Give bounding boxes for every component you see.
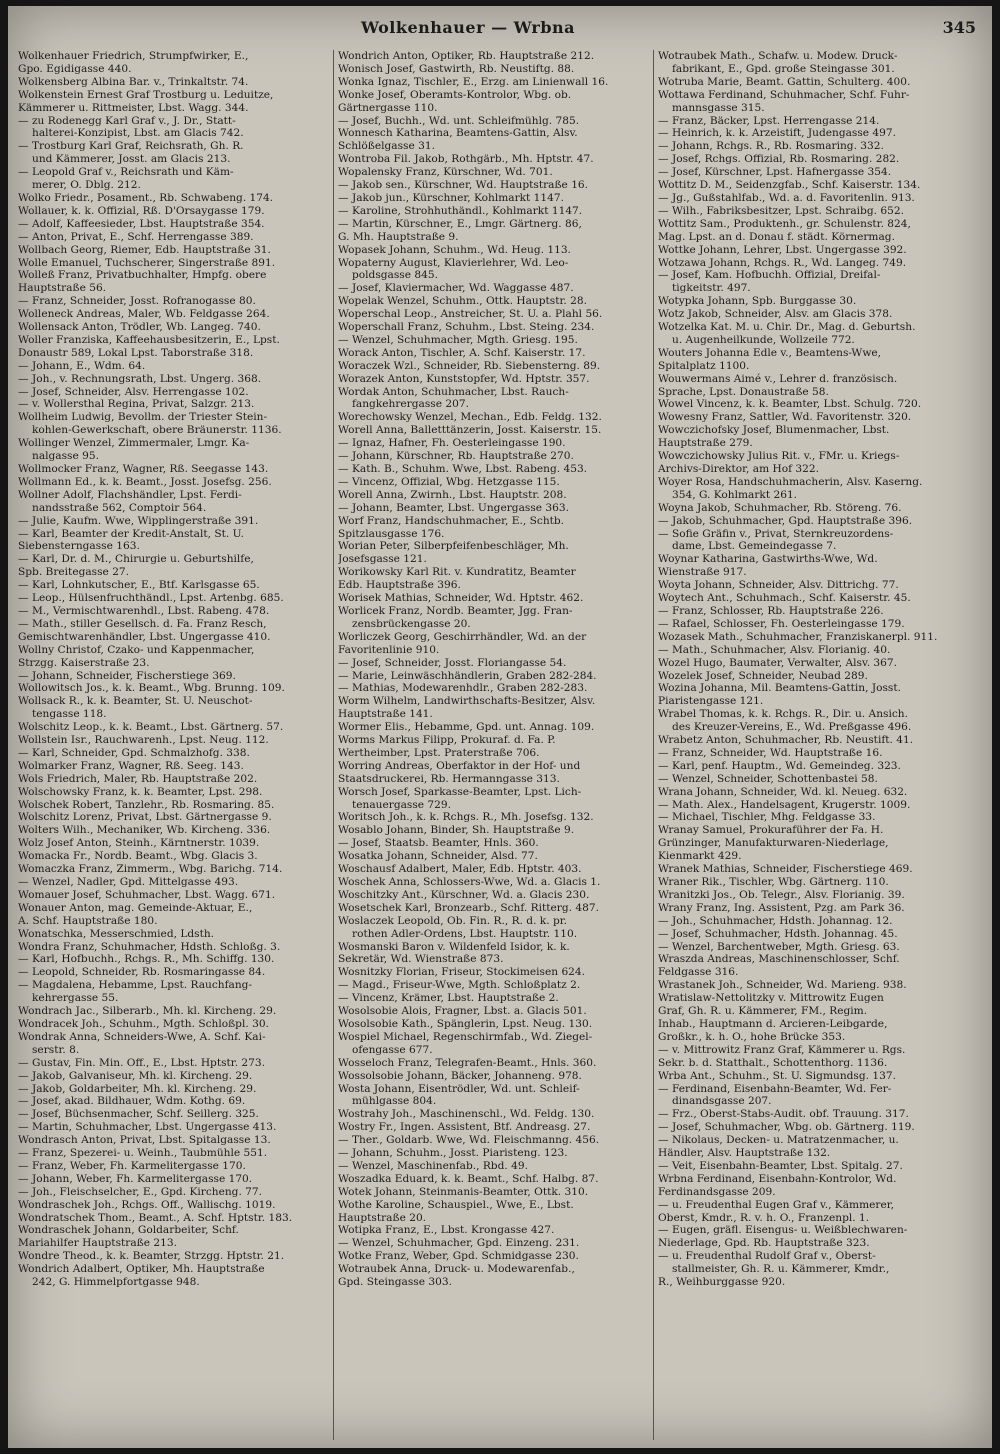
directory-entry-line: ofengasse 677. <box>352 1043 433 1056</box>
directory-entry-line: Wostrahy Joh., Maschinenschl., Wd. Feldg. 130. <box>338 1108 595 1121</box>
directory-entry-line: Sekr. b. d. Statthalt., Schottenthorg. 1136. <box>658 1056 888 1069</box>
directory-entry-line: Wrastanek Joh., Schneider, Wd. Marieng. 938. <box>658 979 907 992</box>
directory-entry-line: — Josef, Staatsb. Beamter, Hnls. 360. <box>338 837 539 850</box>
directory-entry-line: nalgasse 95. <box>32 450 99 463</box>
directory-entry-line: Wolko Friedr., Posament., Rb. Schwabeng. 174. <box>18 191 274 204</box>
directory-entry-line: Wotz Jakob, Schneider, Alsv. am Glacis 378. <box>658 308 893 321</box>
directory-entry-line: Woperschall Franz, Schuhm., Lbst. Steing. 234. <box>338 321 595 334</box>
directory-entry-line: Wonisch Josef, Gastwirth, Rb. Neustiftg. 88. <box>338 62 575 75</box>
directory-entry-line: Gemischtwarenhändler, Lbst. Ungergasse 410. <box>18 630 271 643</box>
directory-entry-line: Wontroba Fil. Jakob, Rothgärb., Mh. Hptstr. 47. <box>338 153 594 166</box>
directory-entry-line: poldsgasse 845. <box>352 269 438 282</box>
directory-entry-line: Wozelek Josef, Schneider, Neubad 289. <box>658 669 868 682</box>
directory-entry-line: — Leopold, Schneider, Rb. Rosmaringasse 84. <box>18 966 266 979</box>
directory-entry-line: Wrany Franz, Ing. Assistent, Pzg. am Park 36. <box>658 901 905 914</box>
directory-entry-line: — Jakob, Goldarbeiter, Mh. kl. Kircheng. 29. <box>18 1082 257 1095</box>
directory-entry-line: Woytech Ant., Schuhmach., Schf. Kaiserstr. 45. <box>658 592 911 605</box>
directory-entry-line: Womauer Josef, Schuhmacher, Lbst. Wagg. 671. <box>18 888 276 901</box>
directory-entry-line: — Jg., Gußstahlfab., Wd. a. d. Favoritenlin. 913. <box>658 191 915 204</box>
directory-entry-line: Händler, Alsv. Hauptstraße 132. <box>658 1147 831 1160</box>
directory-entry-line: Wotruba Marie, Beamt. Gattin, Schulterg. 400. <box>658 75 911 88</box>
directory-entry-line: Hauptstraße 20. <box>338 1211 427 1224</box>
directory-entry-line: Wollmann Ed., k. k. Beamt., Josst. Josefsg. 256. <box>18 475 272 488</box>
directory-entry-line: Wowczichowsky Julius Rit. v., FMr. u. Kriegs- <box>658 450 900 463</box>
directory-entry-line: Wollsack R., k. k. Beamter, St. U. Neuschot- <box>18 695 253 708</box>
directory-entry-line: Wranay Samuel, Prokuraführer der Fa. H. <box>658 824 884 837</box>
directory-entry-line: Wotipka Franz, E., Lbst. Krongasse 427. <box>338 1224 555 1237</box>
directory-entry-line: stallmeister, Gh. R. u. Kämmerer, Kmdr., <box>672 1263 890 1276</box>
directory-entry-line: Wottitz D. M., Seidenzgfab., Schf. Kaiserstr. 134. <box>658 179 921 192</box>
directory-entry-line: Wondrich Adalbert, Optiker, Mh. Hauptstraße <box>18 1263 265 1276</box>
directory-entry-line: Wranitzki Jos., Ob. Telegr., Alsv. Florianig. 39. <box>658 888 905 901</box>
directory-entry-line: — Karoline, Strohhuthändl., Kohlmarkt 1147. <box>338 204 583 217</box>
directory-entry-line: Mariahilfer Hauptstraße 213. <box>18 1237 177 1250</box>
directory-entry-line: Wosta Johann, Eisentrödler, Wd. unt. Schleif- <box>338 1082 580 1095</box>
directory-entry-line: Archivs-Direktor, am Hof 322. <box>658 463 819 475</box>
directory-entry-line: Wonnesch Katharina, Beamtens-Gattin, Alsv. <box>338 127 578 140</box>
directory-entry-line: A. Schf. Hauptstraße 180. <box>18 914 158 927</box>
directory-entry-line: Wouters Johanna Edle v., Beamtens-Wwe, <box>658 346 882 359</box>
directory-entry-line: — Julie, Kaufm. Wwe, Wipplingerstraße 391. <box>18 514 259 527</box>
directory-entry-line: — Nikolaus, Decken- u. Matratzenmacher, u. <box>658 1134 899 1147</box>
directory-entry-line: Womaczka Franz, Zimmerm., Wbg. Barichg. 714. <box>18 863 283 876</box>
directory-entry-line: Wollbach Georg, Riemer, Edb. Hauptstraße 31. <box>18 243 271 256</box>
directory-entry-line: — Johann, Beamter, Lbst. Ungergasse 363. <box>338 501 569 514</box>
directory-entry-line: Woller Franziska, Kaffeehausbesitzerin, E., Lpst. <box>18 333 280 346</box>
directory-entry-line: Wonka Ignaz, Tischler, E., Erzg. am Linienwall 16. <box>338 75 609 88</box>
directory-entry-line: Wonauer Anton, mag. Gemeinde-Aktuar, E., <box>18 901 253 914</box>
directory-entry-line: Wrabetz Anton, Schuhmacher, Rb. Neustift. 41. <box>658 734 914 747</box>
directory-entry-line: Woperschal Leop., Anstreicher, St. U. a. Plahl 56. <box>338 308 603 321</box>
directory-entry-line: Wondrich Anton, Optiker, Rb. Hauptstraße 212. <box>338 50 595 62</box>
directory-entry-line: — Johann, Rchgs. R., Rb. Rosmaring. 332. <box>658 140 884 153</box>
directory-entry-line: tengasse 118. <box>32 708 107 721</box>
directory-entry-line: Wolkenstein Ernest Graf Trostburg u. Leduitze, <box>18 88 274 101</box>
directory-entry-line: — Vincenz, Offizial, Wbg. Hetzgasse 115. <box>338 475 560 488</box>
directory-entry-line: Worell Anna, Zwirnh., Lbst. Hauptstr. 208. <box>338 488 567 501</box>
directory-entry-line: — Math., Schuhmacher, Alsv. Florianig. 40. <box>658 643 891 656</box>
directory-entry-line: R., Weihburggasse 920. <box>658 1276 786 1289</box>
directory-entry-line: Wollauer, k. k. Offizial, Rß. D'Orsaygasse 179. <box>18 204 265 217</box>
directory-entry-line: Wondraschek Joh., Rchgs. Off., Wallischg. 1019. <box>18 1198 276 1211</box>
directory-entry-line: Schlößelgasse 31. <box>338 140 435 153</box>
directory-entry-line: Grünzinger, Manufakturwaren-Niederlage, <box>658 837 889 850</box>
directory-entry-line: merer, O. Dblg. 212. <box>32 179 141 192</box>
directory-entry-line: — u. Freudenthal Rudolf Graf v., Oberst- <box>658 1250 876 1263</box>
directory-entry-line: Wondraschek Johann, Goldarbeiter, Schf. <box>18 1224 239 1237</box>
directory-entry-line: Hauptstraße 56. <box>18 282 107 295</box>
directory-entry-line: Worikowsky Karl Rit. v. Kundratitz, Beamter <box>338 566 576 579</box>
directory-entry-line: Wosseloch Franz, Telegrafen-Beamt., Hnls. 360. <box>338 1056 597 1069</box>
directory-entry-line: Woynar Katharina, Gastwirths-Wwe, Wd. <box>658 553 878 566</box>
directory-entry-line: Worechowsky Wenzel, Mechan., Edb. Feldg. 132. <box>338 411 602 424</box>
directory-entry-line: — Ferdinand, Eisenbahn-Beamter, Wd. Fer- <box>658 1082 892 1095</box>
directory-entry-line: Wrba Ant., Schuhm., St. U. Sigmundsg. 137. <box>658 1069 896 1082</box>
directory-entry-line: Worlicek Franz, Nordb. Beamter, Jgg. Fran- <box>338 604 573 617</box>
directory-entry-line: kehrergasse 55. <box>32 992 119 1005</box>
directory-entry-line: Wopalensky Franz, Kürschner, Wd. 701. <box>338 166 553 179</box>
directory-entry-line: Wolmarker Franz, Wagner, Rß. Seeg. 143. <box>18 759 244 772</box>
directory-entry-line: Wolkensberg Albina Bar. v., Trinkaltstr. 74. <box>18 75 249 88</box>
directory-entry-line: — Wenzel, Maschinenfab., Rbd. 49. <box>338 1159 528 1172</box>
directory-entry-line: — Heinrich, k. k. Arzeistift, Judengasse 497. <box>658 127 897 140</box>
directory-entry-line: — Leopold Graf v., Reichsrath und Käm- <box>18 166 234 179</box>
directory-entry-line: Worian Peter, Silberpfeifenbeschläger, Mh. <box>338 540 569 553</box>
directory-entry-line: — Math. Alex., Handelsagent, Krugerstr. 1009. <box>658 798 911 811</box>
directory-entry-line: Wouwermans Aimé v., Lehrer d. französisch. <box>658 372 898 385</box>
directory-entry-line: Wollner Adolf, Flachshändler, Lpst. Ferdi- <box>18 488 242 501</box>
directory-entry-line: Oberst, Kmdr., R. v. h. O., Franzenpl. 1. <box>658 1211 870 1224</box>
directory-entry-line: Wolkenhauer Friedrich, Strumpfwirker, E., <box>18 50 249 62</box>
directory-entry-line: — Veit, Eisenbahn-Beamter, Lbst. Spitalg. 27. <box>658 1159 903 1172</box>
directory-entry-line: — Anton, Privat, E., Schf. Herrengasse 389. <box>18 230 254 243</box>
directory-entry-line: Wrana Johann, Schneider, Wd. kl. Neueg. 632. <box>658 785 908 798</box>
directory-entry-line: — Kath. B., Schuhm. Wwe, Lbst. Rabeng. 453. <box>338 463 588 475</box>
directory-entry-line: Wertheimber, Lpst. Praterstraße 706. <box>338 746 540 759</box>
directory-entry-line: Worliczek Georg, Geschirrhändler, Wd. an der <box>338 630 587 643</box>
directory-entry-line: Wotypka Johann, Spb. Burggasse 30. <box>658 295 857 308</box>
directory-entry-line: Spitzlausgasse 176. <box>338 527 445 540</box>
directory-entry-line: — Wenzel, Schneider, Schottenbastei 58. <box>658 772 878 785</box>
directory-entry-line: — M., Vermischtwarenhdl., Lbst. Rabeng. 478. <box>18 604 270 617</box>
directory-entry-line: — Josef, Schneider, Josst. Floriangasse 54. <box>338 656 567 669</box>
directory-entry-line: Wollowitsch Jos., k. k. Beamt., Wbg. Brunng. 109. <box>18 682 285 695</box>
page-number: 345 <box>942 18 976 37</box>
page-header <box>8 14 992 42</box>
directory-entry-line: Kämmerer u. Rittmeister, Lbst. Wagg. 344. <box>18 101 249 114</box>
directory-entry-line: Wollmocker Franz, Wagner, Rß. Seegasse 143. <box>18 463 269 475</box>
directory-entry-line: Wozel Hugo, Baumater, Verwalter, Alsv. 367. <box>658 656 898 669</box>
directory-entry-line: Woyna Jakob, Schuhmacher, Rb. Störeng. 76. <box>658 501 902 514</box>
directory-entry-line: Wrbna Ferdinand, Eisenbahn-Kontrolor, Wd. <box>658 1172 897 1185</box>
directory-entry-line: — Karl, Hofbuchh., Rchgs. R., Mh. Schiffg. 130. <box>18 953 275 966</box>
directory-entry-line: — Josef, Büchsenmacher, Schf. Seillerg. 325. <box>18 1108 259 1121</box>
directory-entry-line: — Wilh., Fabriksbesitzer, Lpst. Schraibg. 652. <box>658 204 904 217</box>
directory-entry-line: Wondrach Jac., Silberarb., Mh. kl. Kircheng. 29. <box>18 1005 277 1018</box>
directory-entry-line: 242, G. Himmelpfortgasse 948. <box>32 1276 200 1289</box>
directory-entry-line: und Kämmerer, Josst. am Glacis 213. <box>32 153 231 166</box>
directory-entry-line: — Wenzel, Barchentweber, Mgth. Griesg. 63. <box>658 940 900 953</box>
directory-entry-line: Kienmarkt 429. <box>658 850 742 863</box>
directory-entry-line: Wondrasch Anton, Privat, Lbst. Spitalgasse 13. <box>18 1134 271 1147</box>
directory-entry-line: Wotzawa Johann, Rchgs. R., Wd. Langeg. 749. <box>658 256 907 269</box>
directory-entry-line: Wottke Johann, Lehrer, Lbst. Ungergasse 392. <box>658 243 907 256</box>
directory-entry-line: serstr. 8. <box>32 1043 80 1056</box>
directory-entry-line: G. Mh. Hauptstraße 9. <box>338 230 459 243</box>
directory-entry-line: — Josef, akad. Bildhauer, Wdm. Kothg. 69. <box>18 1095 246 1108</box>
directory-entry-line: Wondra Franz, Schuhmacher, Hdsth. Schloßg. 3. <box>18 940 281 953</box>
directory-entry-line: — Joh., v. Rechnungsrath, Lbst. Ungerg. 368. <box>18 372 262 385</box>
directory-entry-line: — Johann, Kürschner, Rb. Hauptstraße 270. <box>338 450 574 463</box>
directory-entry-line: — Johann, Schneider, Fischerstiege 369. <box>18 669 236 682</box>
directory-entry-line: Wonatschka, Messerschmied, Ldsth. <box>18 927 215 940</box>
directory-entry-line: Gärtnergasse 110. <box>338 101 438 114</box>
directory-entry-line: Wosnitzky Florian, Friseur, Stockimeisen 624. <box>338 966 586 979</box>
directory-entry-line: Inhab., Hauptmann d. Arcieren-Leibgarde, <box>658 1017 888 1030</box>
directory-entry-line: — Franz, Spezerei- u. Weinh., Taubmühle 551. <box>18 1147 268 1160</box>
directory-entry-line: mannsgasse 315. <box>672 101 765 114</box>
directory-entry-line: — Karl, penf. Hauptm., Wd. Gemeindeg. 323. <box>658 759 901 772</box>
directory-entry-line: Wondre Theod., k. k. Beamter, Strzgg. Hptstr. 21. <box>18 1250 285 1263</box>
directory-entry-line: halterei-Konzipist, Lbst. am Glacis 742. <box>32 127 244 140</box>
directory-entry-line: — Josef, Rchgs. Offizial, Rb. Rosmaring. 282. <box>658 153 900 166</box>
directory-entry-line: des Kreuzer-Vereins, E., Wd. Preßgasse 496. <box>672 721 912 734</box>
directory-entry-line: — Karl, Lohnkutscher, E., Btf. Karlsgasse 65. <box>18 579 260 592</box>
directory-entry-line: Wottitz Sam., Produktenh., gr. Schulenstr. 824, <box>658 217 911 230</box>
directory-entry-line: Mag. Lpst. an d. Donau f. städt. Körnermag. <box>658 230 895 243</box>
directory-entry-line: Wondratschek Thom., Beamt., A. Schf. Hptstr. 183. <box>18 1211 293 1224</box>
directory-entry-line: Worell Anna, Balletttänzerin, Josst. Kaiserstr. 15. <box>338 424 602 437</box>
directory-entry-line: Woszadka Eduard, k. k. Beamt., Schf. Halbg. 87. <box>338 1172 599 1185</box>
directory-entry-line: Wopasek Johann, Schuhm., Wd. Heug. 113. <box>338 243 571 256</box>
directory-entry-line: Wraszda Andreas, Maschinenschlosser, Schf. <box>658 953 900 966</box>
directory-entry-line: — Gustav, Fin. Min. Off., E., Lbst. Hptstr. 273. <box>18 1056 266 1069</box>
directory-entry-line: Wollinger Wenzel, Zimmermaler, Lmgr. Ka- <box>18 437 250 450</box>
directory-entry-line: Graf, Gh. R. u. Kämmerer, FM., Regim. <box>658 1005 868 1018</box>
directory-entry-line: — Sofie Gräfin v., Privat, Sternkreuzordens- <box>658 527 894 540</box>
directory-entry-line: Wolschowsky Franz, k. k. Beamter, Lpst. 298. <box>18 785 263 798</box>
directory-entry-line: Woslaczek Leopold, Ob. Fin. R., R. d. k. pr. <box>338 914 568 927</box>
directory-entry-line: Gpo. Egidigasse 440. <box>18 62 132 75</box>
directory-entry-line: — Joh., Fleischselcher, E., Gpd. Kircheng. 77. <box>18 1185 263 1198</box>
directory-entry-line: dame, Lbst. Gemeindegasse 7. <box>672 540 837 553</box>
directory-entry-line: Worack Anton, Tischler, A. Schf. Kaiserstr. 17. <box>338 346 586 359</box>
directory-entry-line: — Josef, Schuhmacher, Hdsth. Johannag. 45. <box>658 927 898 940</box>
directory-entry-line: Woyta Johann, Schneider, Alsv. Dittrichg. 77. <box>658 579 899 592</box>
directory-entry-line: Wothe Karoline, Schauspiel., Wwe, E., Lbst. <box>338 1198 574 1211</box>
directory-entry-line: Woschausf Adalbert, Maler, Edb. Hptstr. 403. <box>338 863 582 876</box>
directory-entry-line: — Johann, Schuhm., Josst. Piaristeng. 123. <box>338 1147 568 1160</box>
directory-page <box>8 6 992 1448</box>
column-left <box>18 50 330 1442</box>
directory-entry-line: Worms Markus Filipp, Prokuraf. d. Fa. P. <box>338 734 556 747</box>
directory-entry-line: — Math., stiller Gesellsch. d. Fa. Franz Resch, <box>18 617 267 630</box>
directory-entry-line: — Johann, Weber, Fh. Karmelitergasse 170. <box>18 1172 253 1185</box>
directory-entry-line: Spb. Breitegasse 27. <box>18 566 130 579</box>
directory-entry-line: Wotraubek Anna, Druck- u. Modewarenfab., <box>338 1263 575 1276</box>
directory-entry-line: — zu Rodenegg Karl Graf v., J. Dr., Statt- <box>18 114 236 127</box>
directory-entry-line: — Franz, Schneider, Josst. Rofranogasse 80. <box>18 295 256 308</box>
directory-entry-line: — Johann, E., Wdm. 64. <box>18 359 146 372</box>
directory-entry-line: Worisek Mathias, Schneider, Wd. Hptstr. 462. <box>338 592 584 605</box>
directory-entry-line: rothen Adler-Ordens, Lbst. Hauptstr. 110. <box>352 927 578 940</box>
directory-entry-line: Wospiel Michael, Regenschirmfab., Wd. Ziegel- <box>338 1030 593 1043</box>
directory-entry-line: u. Augenheilkunde, Wollzeile 772. <box>672 333 855 346</box>
directory-entry-line: nandsstraße 562, Comptoir 564. <box>32 501 207 514</box>
directory-entry-line: — Josef, Kürschner, Lpst. Hafnergasse 354. <box>658 166 892 179</box>
directory-entry-line: — Jakob, Schuhmacher, Gpd. Hauptstraße 396. <box>658 514 913 527</box>
column-middle <box>338 50 650 1442</box>
directory-entry-line: Favoritenlinie 910. <box>338 643 440 656</box>
directory-entry-line: Wondracek Joh., Schuhm., Mgth. Schloßpl. 30. <box>18 1017 269 1030</box>
directory-entry-line: — Jakob, Galvaniseur, Mh. kl. Kircheng. 29. <box>18 1069 253 1082</box>
directory-entry-line: Wotek Johann, Steinmanis-Beamter, Ottk. 310. <box>338 1185 589 1198</box>
directory-entry-line: Wostry Fr., Ingen. Assistent, Btf. Andreasg. 27. <box>338 1121 591 1134</box>
directory-entry-line: Worm Wilhelm, Landwirthschafts-Besitzer, Alsv. <box>338 695 596 708</box>
directory-entry-line: — Karl, Dr. d. M., Chirurgie u. Geburtshilfe, <box>18 553 254 566</box>
directory-entry-line: — Josef, Klaviermacher, Wd. Waggasse 487. <box>338 282 574 295</box>
directory-entry-line: Wolleß Franz, Privatbuchhalter, Hmpfg. obere <box>18 269 267 282</box>
directory-entry-line: Womacka Fr., Nordb. Beamt., Wbg. Glacis 3. <box>18 850 258 863</box>
directory-entry-line: — Magdalena, Hebamme, Lpst. Rauchfang- <box>18 979 253 992</box>
directory-entry-line: — Wenzel, Nadler, Gpd. Mittelgasse 493. <box>18 876 239 888</box>
directory-entry-line: — Wenzel, Schuhmacher, Mgth. Griesg. 195. <box>338 333 578 346</box>
directory-entry-line: Wols Friedrich, Maler, Rb. Hauptstraße 202. <box>18 772 258 785</box>
directory-entry-line: mühlgasse 804. <box>352 1095 437 1108</box>
directory-entry-line: Wowczichofsky Josef, Blumenmacher, Lbst. <box>658 424 890 437</box>
directory-entry-line: Hauptstraße 141. <box>338 708 433 721</box>
directory-entry-line: Wienstraße 917. <box>658 566 747 579</box>
directory-entry-line: Wosolsobie Kath., Spänglerin, Lpst. Neug. 130. <box>338 1017 593 1030</box>
directory-entry-line: — Leop., Hülsenfruchthändl., Lpst. Artenbg. 685. <box>18 592 284 605</box>
directory-entry-line: Wozasek Math., Schuhmacher, Franziskanerpl. 911. <box>658 630 938 643</box>
directory-entry-line: — Rafael, Schlosser, Fh. Oesterleingasse 179. <box>658 617 905 630</box>
directory-entry-line: — Karl, Schneider, Gpd. Schmalzhofg. 338. <box>18 746 250 759</box>
directory-entry-line: — Adolf, Kaffeesieder, Lbst. Hauptstraße 354. <box>18 217 265 230</box>
directory-entry-line: Wollheim Ludwig, Bevollm. der Triester Stein- <box>18 411 268 424</box>
directory-entry-line: Wotzelka Kat. M. u. Chir. Dr., Mag. d. Geburtsh. <box>658 321 916 334</box>
directory-entry-line: Wowesny Franz, Sattler, Wd. Favoritenstr. 320. <box>658 411 912 424</box>
directory-entry-line: Wraner Rik., Tischler, Wbg. Gärtnerg. 110. <box>658 876 889 888</box>
directory-entry-line: — Josef, Kam. Hofbuchh. Offizial, Dreifal- <box>658 269 881 282</box>
directory-entry-line: — u. Freudenthal Eugen Graf v., Kämmerer, <box>658 1198 894 1211</box>
directory-entry-line: Wolz Josef Anton, Steinh., Kärntnerstr. 1039. <box>18 837 260 850</box>
directory-entry-line: Wonke Josef, Oberamts-Kontrolor, Wbg. ob. <box>338 88 572 101</box>
directory-entry-line: — Franz, Schlosser, Rb. Hauptstraße 226. <box>658 604 884 617</box>
directory-entry-line: Wollensack Anton, Trödler, Wb. Langeg. 740. <box>18 321 261 334</box>
directory-entry-line: Sekretär, Wd. Wienstraße 873. <box>338 953 504 966</box>
directory-entry-line: Spitalplatz 1100. <box>658 359 750 372</box>
directory-entry-line: Wratislaw-Nettolitzky v. Mittrowitz Eugen <box>658 992 884 1005</box>
directory-entry-line: Wosablo Johann, Binder, Sh. Hauptstraße 9. <box>338 824 575 837</box>
directory-entry-line: — Franz, Schneider, Wd. Hauptstraße 16. <box>658 746 883 759</box>
directory-entry-line: Worf Franz, Handschuhmacher, E., Schtb. <box>338 514 565 527</box>
running-title: Wolkenhauer — Wrbna <box>360 18 576 37</box>
directory-entry-line: — Ther., Goldarb. Wwe, Wd. Fleischmanng. 456. <box>338 1134 600 1147</box>
directory-entry-line: — Eugen, gräfl. Eisengus- u. Weißblechwaren- <box>658 1224 908 1237</box>
directory-entry-line: — Wenzel, Schuhmacher, Gpd. Einzeng. 231. <box>338 1237 580 1250</box>
directory-entry-line: Wosatka Johann, Schneider, Alsd. 77. <box>338 850 538 863</box>
directory-entry-line: Hauptstraße 279. <box>658 437 753 450</box>
directory-entry-line: Woschitzky Ant., Kürschner, Wd. a. Glacis 230. <box>338 888 590 901</box>
directory-entry-line: Wolschek Robert, Tanzlehr., Rb. Rosmaring. 85. <box>18 798 275 811</box>
directory-entry-line: Wolschitz Leop., k. k. Beamt., Lbst. Gärtnerg. 57. <box>18 721 284 734</box>
directory-entry-line: — Josef, Buchh., Wd. unt. Schleifmühlg. 785. <box>338 114 580 127</box>
directory-entry-line: Wolleneck Andreas, Maler, Wb. Feldgasse 264. <box>18 308 270 321</box>
directory-entry-line: Wopelak Wenzel, Schuhm., Ottk. Hauptstr. 28. <box>338 295 587 308</box>
directory-entry-line: Wottawa Ferdinand, Schuhmacher, Schf. Fuhr- <box>658 88 910 101</box>
column-right <box>658 50 984 1442</box>
directory-entry-line: Staatsdruckerei, Rb. Hermanngasse 313. <box>338 772 560 785</box>
directory-entry-line: Strzgg. Kaiserstraße 23. <box>18 656 150 669</box>
directory-entry-line: Wollny Christof, Czako- und Kappenmacher, <box>18 643 255 656</box>
directory-entry-line: Sprache, Lpst. Donaustraße 58. <box>658 385 829 398</box>
directory-entry-line: Worsch Josef, Sparkasse-Beamter, Lpst. Lich- <box>338 785 582 798</box>
directory-entry-line: — Vincenz, Krämer, Lbst. Hauptstraße 2. <box>338 992 559 1005</box>
directory-entry-line: tigkeitstr. 497. <box>672 282 751 295</box>
directory-entry-line: Wollstein Isr., Rauchwarenh., Lpst. Neug. 112. <box>18 734 269 747</box>
directory-entry-line: Wosmanski Baron v. Wildenfeld Isidor, k. k. <box>338 940 570 953</box>
directory-entry-line: Ferdinandsgasse 209. <box>658 1185 776 1198</box>
directory-entry-line: Niederlage, Gpd. Rb. Hauptstraße 323. <box>658 1237 870 1250</box>
directory-entry-line: — Jakob sen., Kürschner, Wd. Hauptstraße 16. <box>338 179 589 192</box>
directory-entry-line: — v. Mittrowitz Franz Graf, Kämmerer u. Rgs. <box>658 1043 906 1056</box>
directory-entry-line: — Martin, Kürschner, E., Lmgr. Gärtnerg. 86, <box>338 217 582 230</box>
directory-entry-line: Wotraubek Math., Schafw. u. Modew. Druck- <box>658 50 898 62</box>
directory-entry-line: Großkr., k. h. O., hohe Brücke 353. <box>658 1030 846 1043</box>
directory-entry-line: fangkehrergasse 207. <box>352 398 469 411</box>
directory-entry-line: — Trostburg Karl Graf, Reichsrath, Gh. R. <box>18 140 244 153</box>
directory-entry-line: 354, G. Kohlmarkt 261. <box>672 488 798 501</box>
directory-entry-line: Wolschitz Lorenz, Privat, Lbst. Gärtnergasse 9. <box>18 811 272 824</box>
directory-entry-line: — Ignaz, Hafner, Fh. Oesterleingasse 190. <box>338 437 566 450</box>
directory-entry-line: — Michael, Tischler, Mhg. Feldgasse 33. <box>658 811 876 824</box>
columns <box>18 50 984 1442</box>
directory-entry-line: — Joh., Schuhmacher, Hdsth. Johannag. 12. <box>658 914 893 927</box>
directory-entry-line: — Franz, Bäcker, Lpst. Herrengasse 214. <box>658 114 880 127</box>
directory-entry-line: — Josef, Schneider, Alsv. Herrengasse 102. <box>18 385 249 398</box>
directory-entry-line: Edb. Hauptstraße 396. <box>338 579 461 592</box>
directory-entry-line: Wolters Wilh., Mechaniker, Wb. Kircheng. 336. <box>18 824 271 837</box>
directory-entry-line: Wowel Vincenz, k. k. Beamter, Lbst. Schulg. 720. <box>658 398 922 411</box>
directory-entry-line: Woraczek Wzl., Schneider, Rb. Siebensterng. 89. <box>338 359 601 372</box>
directory-entry-line: Josefsgasse 121. <box>338 553 427 566</box>
directory-entry-line: Wordak Anton, Schuhmacher, Lbst. Rauch- <box>338 385 569 398</box>
directory-entry-line: Wolle Emanuel, Tuchscherer, Singerstraße 891. <box>18 256 276 269</box>
directory-entry-line: Woritsch Joh., k. k. Rchgs. R., Mh. Josefsg. 132. <box>338 811 594 824</box>
directory-entry-line: Wranek Mathias, Schneider, Fischerstiege 469. <box>658 863 913 876</box>
directory-entry-line: — Mathias, Modewarenhdlr., Graben 282-283. <box>338 682 588 695</box>
directory-entry-line: Wrabel Thomas, k. k. Rchgs. R., Dir. u. Ansich. <box>658 708 908 721</box>
directory-entry-line: — v. Wollersthal Regina, Privat, Salzgr. 213. <box>18 398 255 411</box>
directory-entry-line: Wotke Franz, Weber, Gpd. Schmidgasse 230. <box>338 1250 579 1263</box>
directory-entry-line: Wozina Johanna, Mil. Beamtens-Gattin, Josst. <box>658 682 901 695</box>
directory-entry-line: Worazek Anton, Kunststopfer, Wd. Hptstr. 357. <box>338 372 590 385</box>
directory-entry-line: Siebensterngasse 163. <box>18 540 140 553</box>
directory-entry-line: — Martin, Schuhmacher, Lbst. Ungergasse 413. <box>18 1121 277 1134</box>
directory-entry-line: Woschek Anna, Schlossers-Wwe, Wd. a. Glacis 1. <box>338 876 601 888</box>
directory-entry-line: tenauergasse 729. <box>352 798 452 811</box>
directory-entry-line: dinandsgasse 207. <box>672 1095 772 1108</box>
directory-entry-line: Piaristengasse 121. <box>658 695 764 708</box>
directory-entry-line: — Magd., Friseur-Wwe, Mgth. Schloßplatz 2. <box>338 979 581 992</box>
directory-entry-line: Wossolsobie Johann, Bäcker, Johanneng. 978. <box>338 1069 582 1082</box>
directory-entry-line: Wosolsobie Alois, Fragner, Lbst. a. Glacis 501. <box>338 1005 587 1018</box>
directory-entry-line: Donaustr 589, Lokal Lpst. Taborstraße 318. <box>18 346 254 359</box>
directory-entry-line: — Marie, Leinwäschhändlerin, Graben 282-284. <box>338 669 597 682</box>
directory-entry-line: fabrikant, E., Gpd. große Steingasse 301. <box>672 62 895 75</box>
directory-entry-line: — Franz, Weber, Fh. Karmelitergasse 170. <box>18 1159 246 1172</box>
directory-entry-line: — Josef, Schuhmacher, Wbg. ob. Gärtnerg. 119. <box>658 1121 915 1134</box>
directory-entry-line: — Karl, Beamter der Kredit-Anstalt, St. U. <box>18 527 244 540</box>
directory-entry-line: — Jakob jun., Kürschner, Kohlmarkt 1147. <box>338 191 565 204</box>
directory-entry-line: Wormer Elis., Hebamme, Gpd. unt. Annag. 109. <box>338 721 595 734</box>
directory-entry-line: Gpd. Steingasse 303. <box>338 1276 452 1289</box>
directory-entry-line: Worring Andreas, Oberfaktor in der Hof- und <box>338 759 581 772</box>
directory-entry-line: Wosetschek Karl, Bronzearb., Schf. Ritterg. 487. <box>338 901 599 914</box>
directory-entry-line: Feldgasse 316. <box>658 966 739 979</box>
directory-entry-line: zensbrückengasse 20. <box>352 617 471 630</box>
directory-entry-line: — Frz., Oberst-Stabs-Audit. obf. Trauung. 317. <box>658 1108 909 1121</box>
directory-entry-line: kohlen-Gewerkschaft, obere Bräunerstr. 1136. <box>32 424 282 437</box>
directory-entry-line: Woyer Rosa, Handschuhmacherin, Alsv. Kaserng. <box>658 475 923 488</box>
directory-entry-line: Wondrak Anna, Schneiders-Wwe, A. Schf. Kai- <box>18 1030 266 1043</box>
directory-entry-line: Wopaterny August, Klavierlehrer, Wd. Leo- <box>338 256 569 269</box>
